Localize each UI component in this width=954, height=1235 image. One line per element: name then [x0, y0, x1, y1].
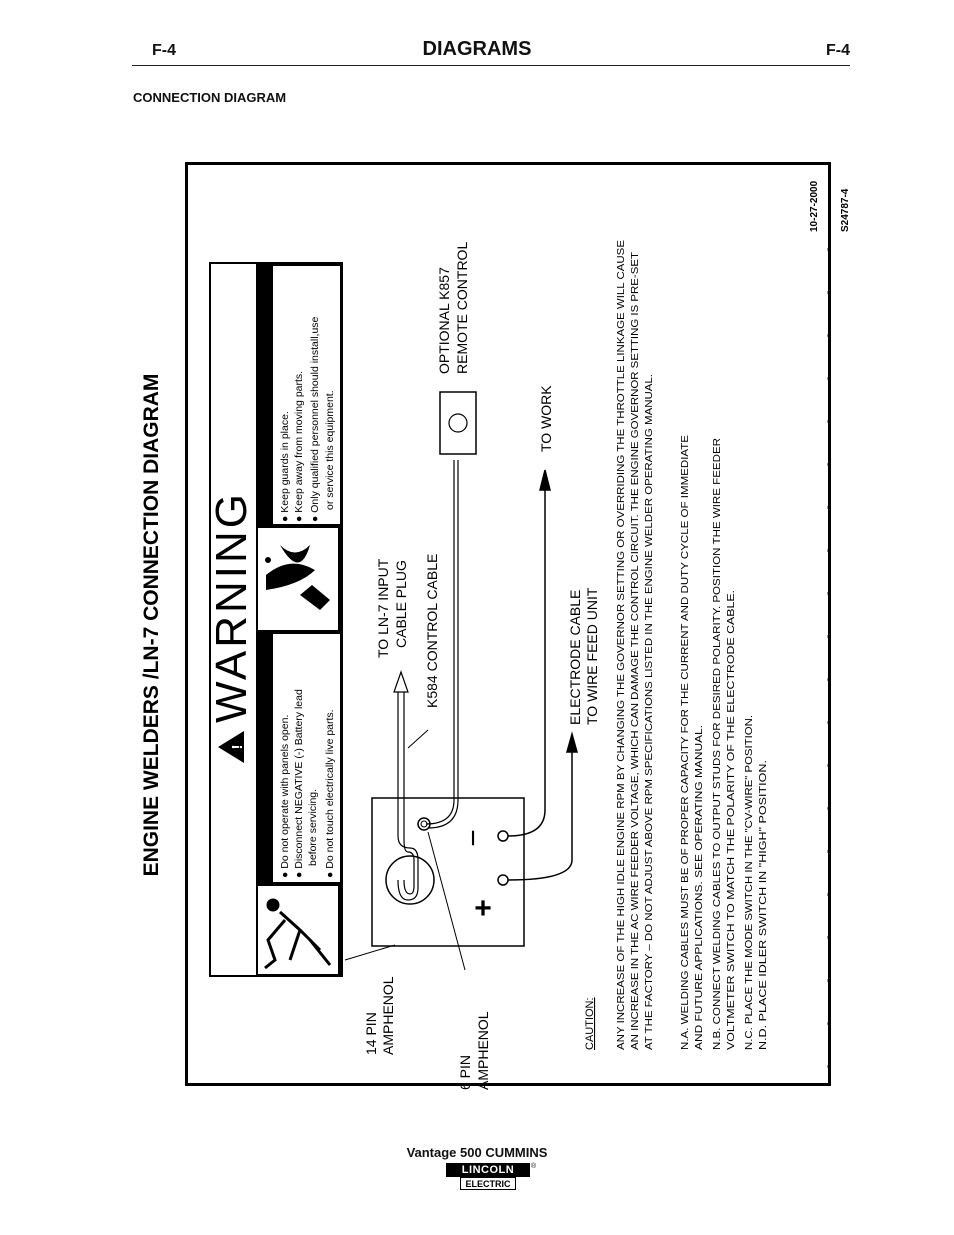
label-6-pin-1: 6 PIN [457, 1054, 473, 1090]
caution-title: CAUTION: [584, 997, 596, 1050]
svg-text:!: ! [229, 744, 246, 750]
warning-bullet-3: ● Do not touch electrically live parts. [324, 709, 336, 878]
warning-bullet-1: ● Do not operate with panels open. [279, 714, 291, 878]
warning-bullet-6: ● Only qualified personnel should install,use [309, 316, 321, 522]
caution-line-3: AT THE FACTORY – DO NOT ADJUST ABOVE RPM SPECIFICATIONS LISTED IN THE ENGINE WELDER OPERATING MANUAL. [643, 430, 655, 1050]
minus-sign: − [457, 829, 490, 847]
warning-bullet-6-cont: or service this equipment. [324, 390, 336, 510]
diagram-heading: ENGINE WELDERS /LN-7 CONNECTION DIAGRAM [140, 373, 163, 877]
label-k584: K584 CONTROL CABLE [424, 553, 440, 708]
warning-box [207, 263, 342, 976]
k857-remote-box [440, 392, 476, 454]
footer-model: Vantage 500 CUMMINS [406, 1145, 548, 1160]
lincoln-electric-logo: LINCOLN ELECTRIC ® [446, 1163, 534, 1193]
note-na-2: AND FUTURE APPLICATIONS. SEE OPERATING MANUAL. [693, 763, 705, 1050]
note-nb-2: VOLTMETER SWITCH TO MATCH THE POLARITY OF THE ELECTRODE CABLE. [725, 658, 737, 1050]
page-number-right: F-4 [826, 42, 850, 59]
label-to-ln7-2: CABLE PLUG [393, 560, 409, 648]
note-nb-1: N.B. CONNECT WELDING CABLES TO OUTPUT STUDS FOR DESIRED POLARITY. POSITION THE WIRE FEEDER [711, 493, 723, 1050]
leader-14-pin [345, 945, 395, 960]
label-electrode-2: TO WIRE FEED UNIT [584, 587, 600, 725]
warning-bullet-2-cont: before servicing. [307, 788, 319, 866]
note-nd: N.D. PLACE IDLER SWITCH IN "HIGH" POSITION. [757, 807, 769, 1050]
label-k857-2: REMOTE CONTROL [454, 241, 470, 374]
leader-k584 [408, 730, 428, 748]
label-to-work: TO WORK [538, 385, 554, 452]
welder-panel [372, 798, 524, 946]
warning-bullet-2: ● Disconnect NEGATIVE (-) Battery lead [293, 689, 305, 878]
plus-sign: + [474, 892, 492, 925]
page-title: DIAGRAMS [422, 38, 532, 60]
warning-bullet-5: ● Keep away from moving parts. [293, 370, 305, 522]
drawing-number: S24787-4 [840, 188, 851, 232]
label-14-pin-1: 14 PIN [363, 1012, 379, 1055]
label-to-ln7-1: TO LN-7 INPUT [375, 558, 391, 658]
note-nc: N.C. PLACE THE MODE SWITCH IN THE "CV-WIRE" POSITION. [743, 740, 755, 1050]
work-cable [508, 470, 550, 836]
warning-title [207, 491, 256, 763]
note-na-1: N.A. WELDING CABLES MUST BE OF PROPER CAPACITY FOR THE CURRENT AND DUTY CYCLE OF IMMEDIATE [679, 490, 691, 1050]
section-title: CONNECTION DIAGRAM [133, 90, 287, 105]
label-k857-1: OPTIONAL K857 [436, 267, 452, 374]
warning-bullet-4: ● Keep guards in place. [279, 411, 291, 522]
page-number-left: F-4 [152, 42, 176, 59]
label-electrode-1: ELECTRODE CABLE [567, 589, 583, 725]
svg-text:WARNING: WARNING [207, 490, 256, 723]
label-6-pin-2: AMPHENOL [475, 1011, 491, 1090]
caution-line-1: ANY INCREASE OF THE HIGH IDLE ENGINE RPM BY CHANGING THE GOVERNOR SETTING OR OVERRIDING THE THROTTLE LINKAGE WILL CAUSE [615, 308, 627, 1050]
label-14-pin-2: AMPHENOL [380, 976, 396, 1055]
drawing-date: 10-27-2000 [809, 180, 820, 232]
caution-line-2: AN INCREASE IN THE AC WIRE FEEDER VOLTAGE, WHICH CAN DAMAGE THE CONTROL CIRCUIT. THE ENGINE GOVERNOR SETTING IS PRE-SET [629, 317, 641, 1050]
